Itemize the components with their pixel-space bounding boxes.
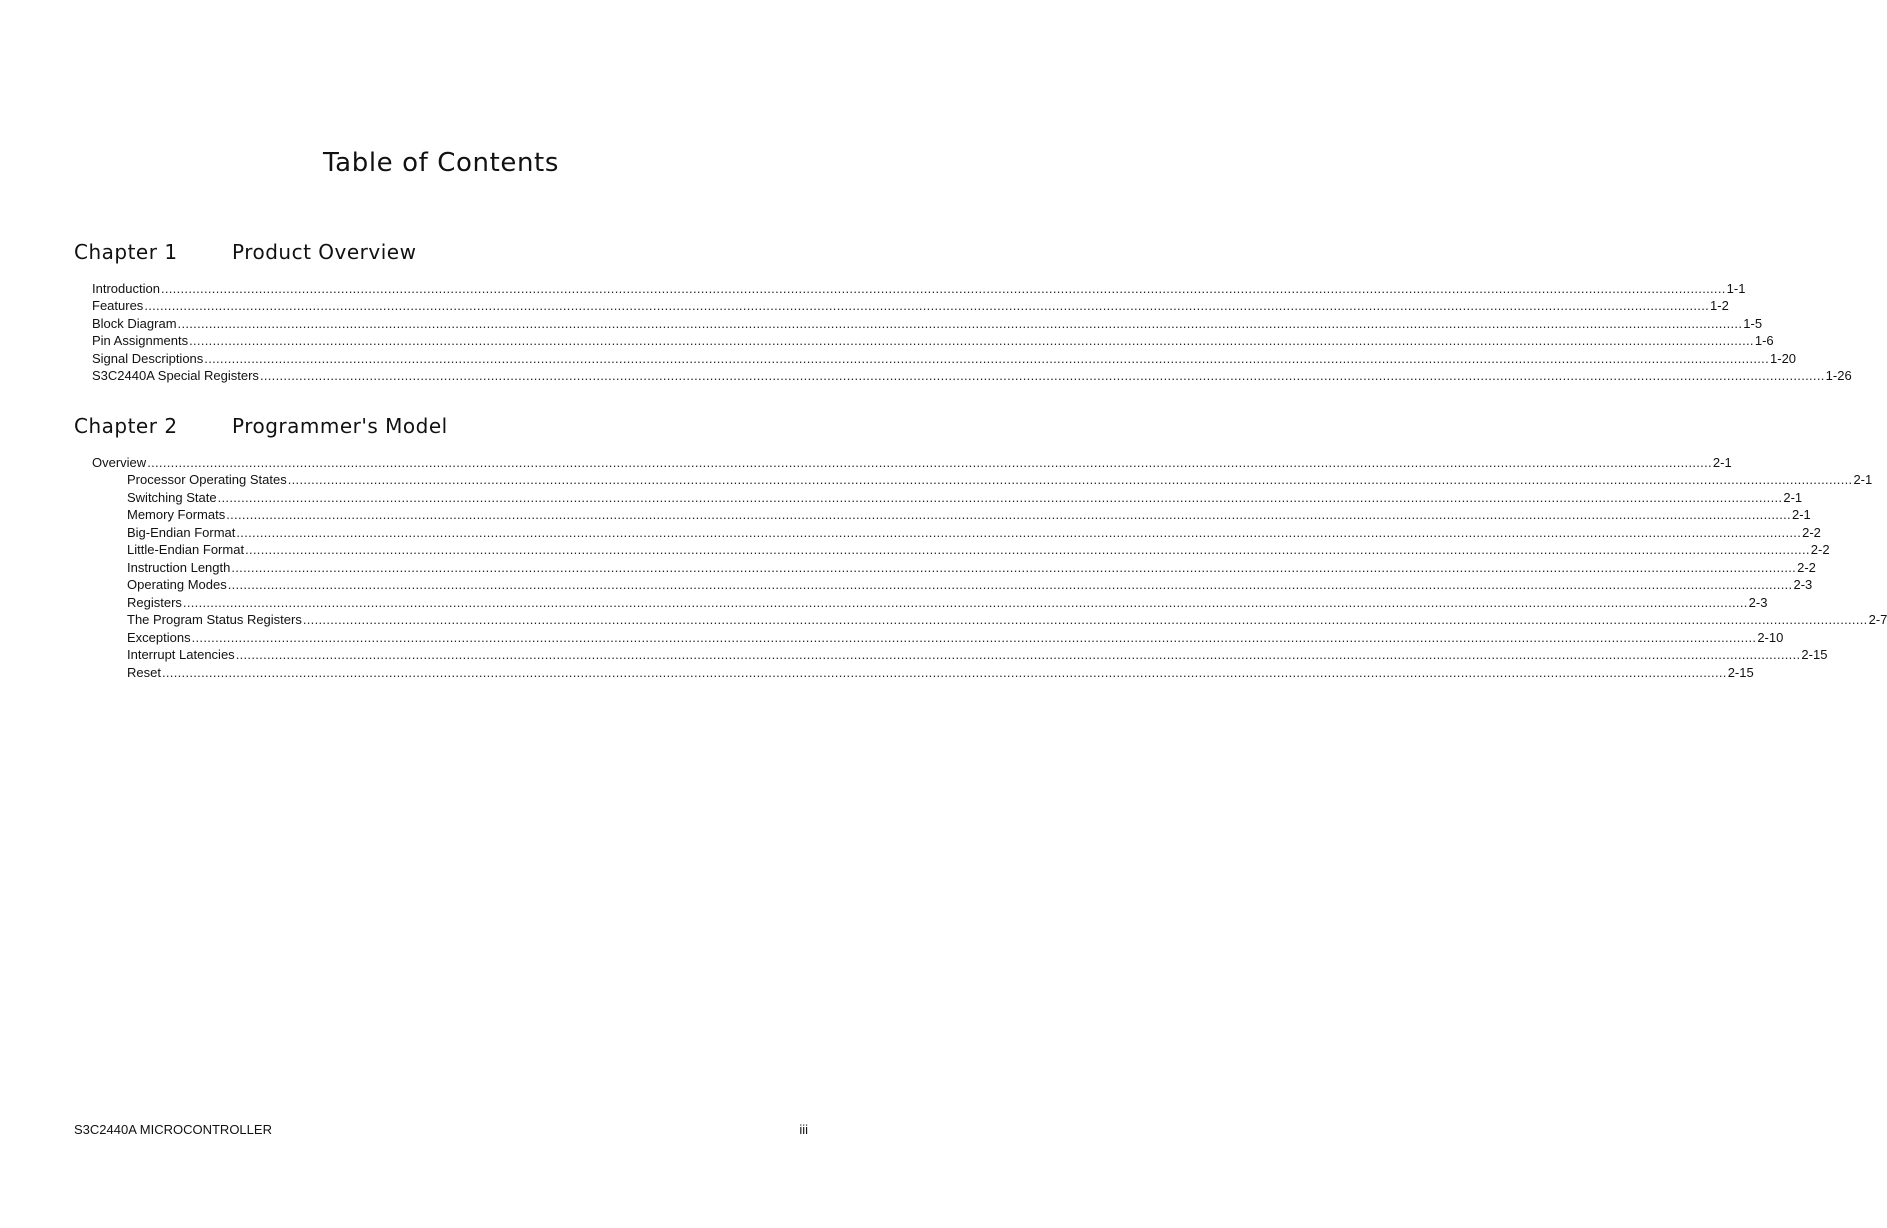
toc-entry-page: 1-26 [1825,368,1852,383]
toc-entry-page: 2-1 [1712,454,1732,470]
dot-leader: ................................................................................................................................................................................................................................................................................................................................................................................................................ [226,507,1791,522]
chapter-title: Product Overview [232,240,417,264]
toc-entry-page: 2-15 [1801,647,1828,662]
chapter-number: Chapter 2 [74,414,178,438]
toc-entry-page: 1-20 [1770,350,1797,366]
chapter-title: Programmer's Model [232,414,448,438]
toc-entry-page: 2-15 [1727,664,1754,680]
dot-leader: ................................................................................................................................................................................................................................................................................................................................................................................................................ [144,298,1710,313]
dot-leader: ................................................................................................................................................................................................................................................................................................................................................................................................................ [259,368,1825,383]
dot-leader: ................................................................................................................................................................................................................................................................................................................................................................................................................ [231,559,1797,575]
toc-entry[interactable] [92,332,1774,350]
dot-leader: ................................................................................................................................................................................................................................................................................................................................................................................................................ [182,594,1748,610]
toc-entry[interactable] [127,558,1816,576]
toc-entry[interactable] [127,663,1754,681]
toc-entry-label: Registers [127,594,182,610]
toc-entry-page: 2-2 [1802,524,1821,540]
footer-product-name: S3C2440A MICROCONTROLLER [74,1122,272,1137]
toc-entry-label: Interrupt Latencies [127,647,235,662]
toc-entry-label: Little-Endian Format [127,542,245,557]
toc-entry-label: Processor Operating States [127,472,287,487]
toc-entry[interactable] [92,279,1746,297]
footer-page-number: iii [799,1122,808,1137]
dot-leader: ................................................................................................................................................................................................................................................................................................................................................................................................................ [160,280,1726,296]
toc-entry-page: 2-3 [1793,577,1813,592]
toc-entry-page: 2-2 [1810,542,1830,557]
dot-leader: ................................................................................................................................................................................................................................................................................................................................................................................................................ [191,629,1757,645]
dot-leader: ................................................................................................................................................................................................................................................................................................................................................................................................................ [235,647,1801,662]
toc-entry-label: Exceptions [127,629,191,645]
toc-entry[interactable] [92,314,1763,332]
toc-entry[interactable] [127,611,1887,629]
chapter-heading-2 [74,414,794,440]
dot-leader: ................................................................................................................................................................................................................................................................................................................................................................................................................ [161,664,1727,680]
dot-leader: ................................................................................................................................................................................................................................................................................................................................................................................................................ [177,315,1743,331]
toc-entry[interactable] [127,593,1768,611]
chapter-heading-1 [74,240,794,266]
toc-entry[interactable] [127,646,1828,664]
toc-entry[interactable] [92,297,1729,315]
toc-entry[interactable] [92,367,1852,385]
toc-entry-page: 2-3 [1748,594,1768,610]
toc-entry[interactable] [92,349,1797,367]
dot-leader: ................................................................................................................................................................................................................................................................................................................................................................................................................ [245,542,1810,557]
toc-entry-page: 2-1 [1791,507,1811,522]
chapter-number: Chapter 1 [74,240,178,264]
toc-entry[interactable] [127,471,1873,489]
toc-entry-label: Reset [127,664,161,680]
toc-entry-label: Overview [92,454,147,470]
toc-entry-label: Instruction Length [127,559,231,575]
toc-entry[interactable] [127,541,1830,559]
toc-entry-label: Memory Formats [127,507,226,522]
toc-entry-label: The Program Status Registers [127,612,302,627]
dot-leader: ................................................................................................................................................................................................................................................................................................................................................................................................................ [217,489,1783,505]
toc-entry-page: 1-2 [1710,298,1729,313]
toc-entry-label: Switching State [127,489,217,505]
toc-entry-label: Signal Descriptions [92,350,204,366]
toc-entry-label: Features [92,298,144,313]
toc-entry-label: Block Diagram [92,315,177,331]
toc-entry-label: Introduction [92,280,160,296]
toc-entry-page: 2-7 [1868,612,1887,627]
dot-leader: ................................................................................................................................................................................................................................................................................................................................................................................................................ [147,454,1712,470]
toc-entry[interactable] [127,506,1811,524]
dot-leader: ................................................................................................................................................................................................................................................................................................................................................................................................................ [287,472,1853,487]
toc-entry-page: 2-1 [1783,489,1803,505]
toc-entry-label: Pin Assignments [92,333,189,348]
toc-entry[interactable] [92,453,1732,471]
toc-entry[interactable] [127,576,1813,594]
toc-entry-page: 2-10 [1757,629,1784,645]
dot-leader: ................................................................................................................................................................................................................................................................................................................................................................................................................ [236,524,1802,540]
dot-leader: ................................................................................................................................................................................................................................................................................................................................................................................................................ [227,577,1793,592]
toc-entry-label: Operating Modes [127,577,227,592]
toc-entry-page: 1-5 [1743,315,1763,331]
toc-entry-page: 1-1 [1726,280,1746,296]
dot-leader: ................................................................................................................................................................................................................................................................................................................................................................................................................ [302,612,1868,627]
dot-leader: ................................................................................................................................................................................................................................................................................................................................................................................................................ [189,333,1754,348]
toc-entry-label: Big-Endian Format [127,524,236,540]
dot-leader: ................................................................................................................................................................................................................................................................................................................................................................................................................ [204,350,1770,366]
toc-entry[interactable] [127,523,1821,541]
toc-entry-page: 2-2 [1797,559,1816,575]
toc-entry-page: 2-1 [1853,472,1873,487]
toc-entry-page: 1-6 [1754,333,1774,348]
toc-entry[interactable] [127,628,1784,646]
page-title: Table of Contents [323,148,559,178]
toc-entry[interactable] [127,488,1803,506]
toc-entry-label: S3C2440A Special Registers [92,368,259,383]
